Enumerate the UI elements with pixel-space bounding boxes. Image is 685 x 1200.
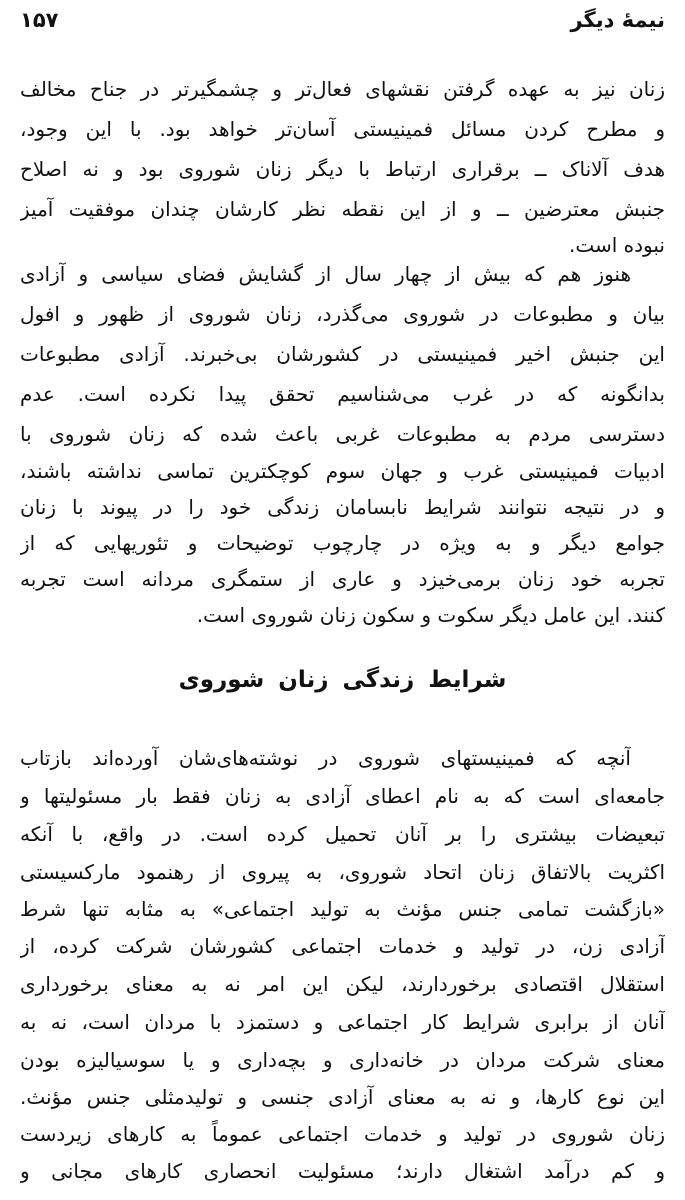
paragraph2-line: و در نتیجه نتوانند شرایط نابسامان زندگی خود را در پیوند با زنان [20,495,665,519]
paragraph3-line: آنچه که فمینیستهای شوروی در نوشته‌های‌شان آورده‌اند بازتاب [20,746,631,770]
paragraph1-line: هدف آلاناک ــ برقراری ارتباط با دیگر زنان شوروی بود و نه اصلاح [20,157,665,181]
paragraph1-line: و مطرح کردن مسائل فمینیستی آسان‌تر خواهد بود. با این وجود، [20,117,665,141]
paragraph3-line: معنای شرکت مردان در خانه‌داری و بچه‌داری و یا سوسیالیزه بودن [20,1048,665,1072]
section-heading: شرایط زندگی زنان شوروی [178,667,507,693]
paragraph2-line: جوامع دیگر و به ویژه در چارچوب توضیحات و تئوریهایی که از [20,531,665,555]
paragraph3-line: زنان شوروی در تولید و خدمات اجتماعی عموماً به کارهای زیردست [20,1122,665,1146]
paragraph2-line: دسترسی مردم به مطبوعات غربی باعث شده که زنان شوروی با [20,422,665,446]
running-title: نیمهٔ دیگر [570,8,665,32]
paragraph3-line: این نوع کارها، و نه به معنای آزادی جنسی و تولیدمثلی جنس مؤنث. [20,1085,665,1109]
paragraph3-line: استقلال اقتصادی برخوردارند، لیکن این امر نه به معنای برخورداری [20,972,665,996]
paragraph2-line: بدانگونه که در غرب می‌شناسیم تحقق پیدا نکرده است. عدم [20,382,665,406]
paragraph2-line: کنند. این عامل دیگر سکوت و سکون زنان شوروی است. [196,603,665,627]
paragraph3-line: اکثریت بالاتفاق زنان اتحاد شوروی، به پیروی از رهنمود مارکسیستی [20,860,665,884]
paragraph3-line: آنان از برابری شرایط کار اجتماعی و دستمزد با مردان است، نه به [20,1010,665,1034]
paragraph3-line: تبعیضات بیشتری را بر آنان تحمیل کرده است. در واقع، با آنکه [20,822,665,846]
paragraph1-line: نبوده است. [569,233,665,257]
paragraph2-line: بیان و مطبوعات در شوروی می‌گذرد، زنان شوروی از ظهور و افول [20,302,665,326]
paragraph3-line: آزادی زن، در تولید و خدمات اجتماعی کشورشان شرکت کرده، از [20,934,665,958]
paragraph3-line: و کم درآمد اشتغال دارند؛ مسئولیت انحصاری کارهای مجانی و [20,1159,665,1183]
paragraph2-line: این جنبش اخیر فمینیستی در کشورشان بی‌خبرند. آزادی مطبوعات [20,342,665,366]
paragraph1-line: جنبش معترضین ــ و از این نقطه نظر کارشان چندان موفقیت آمیز [20,197,665,221]
paragraph2-line: ادبیات فمینیستی غرب و جهان سوم کوچکترین تماسی نداشته باشند، [20,459,665,483]
paragraph2-line: هنوز هم که بیش از چهار سال از گشایش فضای سیاسی و آزادی [20,262,631,286]
paragraph1-line: زنان نیز به عهده گرفتن نقشهای فعال‌تر و چشمگیرتر در جناح مخالف [20,77,665,101]
paragraph3-line: جامعه‌ای است که به نام اعطای آزادی به زنان فقط بار مسئولیتها و [20,784,665,808]
paragraph2-line: تجربه خود زنان برمی‌خیزد و عاری از ستمگری مردانه است تجربه [20,567,665,591]
page-header [20,8,665,38]
paragraph3-line: «بازگشت تمامی جنس مؤنث به تولید اجتماعی» به مثابه تنها شرط [20,897,665,921]
page-number: ۱۵۷ [20,8,59,32]
